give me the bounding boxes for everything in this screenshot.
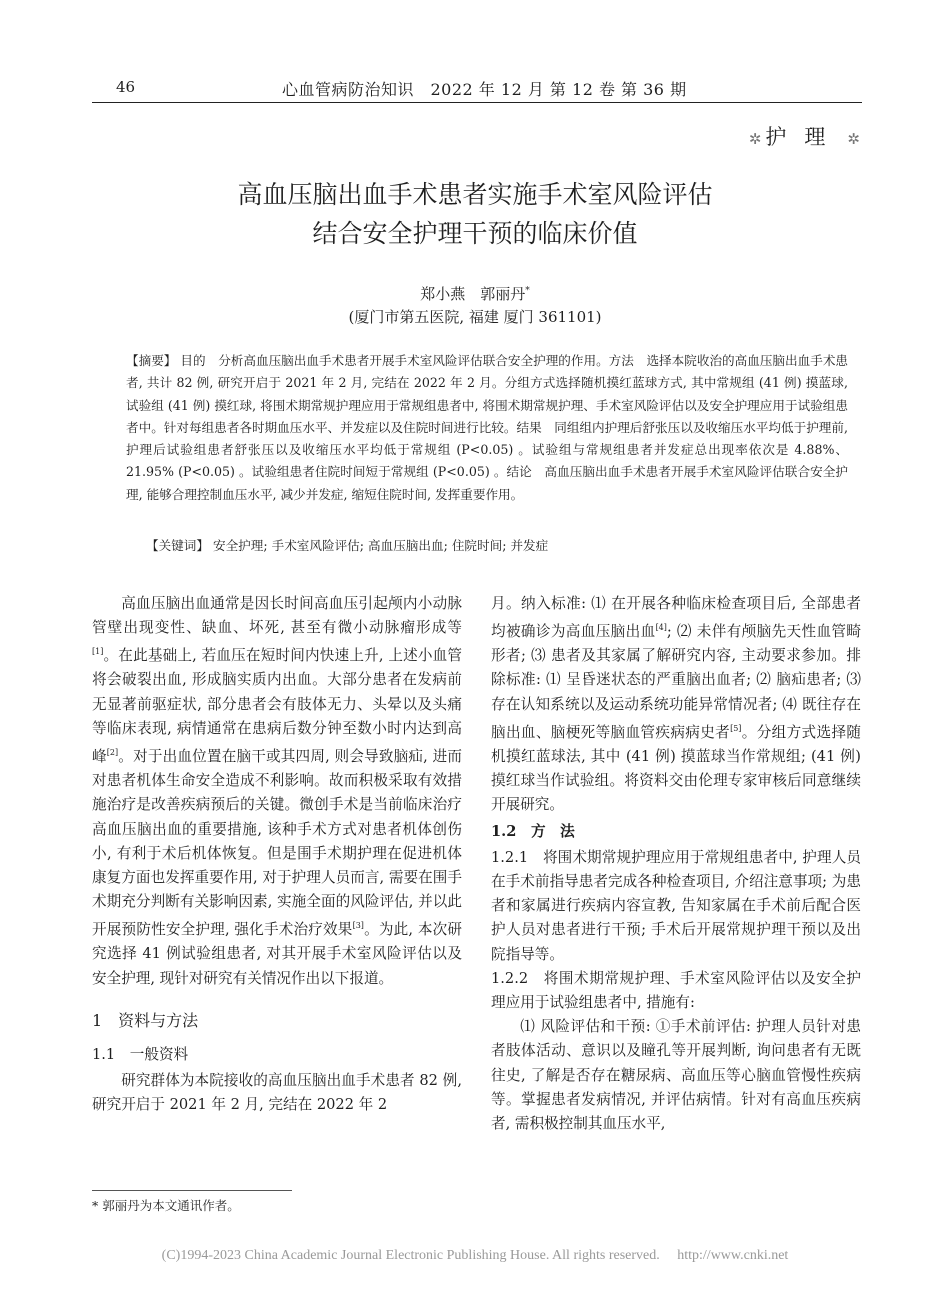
paragraph: 研究群体为本院接收的高血压脑出血手术患者 82 例, 研究开启于 2021 年 2 月, 完结在 2022 年 2 (92, 1072, 462, 1114)
abstract (126, 350, 848, 506)
authors (0, 283, 950, 304)
abstract-text: 目的 分析高血压脑出血手术患者开展手术室风险评估联合安全护理的作用。方法 选择本院收治的高血压脑出血手术患者, 共计 82 例, 研究开启于 2021 年 2 月, 完结在 2022 年 2 月。分组方式选择随机摸红蓝球方式, 其中常规组 (41 例) 摸蓝球, 试验组 (41 例) 摸红球, 将围术期常规护理应用于常规组患者中, 将围术期常规护理、手术室风险评估以及安全护理应用于试验组患者中。针对每组患者各时期血压水平、并发症以及住院时间进行比较。结果 同组组内护理后舒张压以及收缩压水平均低于护理前, 护理后试验组患者舒张压以及收缩压水平均低于常规组 (P<0.05) 。试验组与常规组患者并发症总出现率依次是 4.88%、21.95% (P<0.05) 。试验组患者住院时间短于常规组 (P<0.05) 。结论 高血压脑出血手术患者开展手术室风险评估联合安全护理, 能够合理控制血压水平, 减少并发症, 缩短住院时间, 发挥重要作用。 (126, 353, 849, 502)
heading-1-2: 1.2 方 法 (491, 822, 575, 840)
page-number: 46 (116, 78, 136, 96)
keywords (146, 536, 846, 556)
paragraph-1-2-2: 1.2.2 将围术期常规护理、手术室风险评估以及安全护理应用于试验组患者中, 措施有: (491, 969, 861, 1011)
keywords-text: 安全护理; 手术室风险评估; 高血压脑出血; 住院时间; 并发症 (212, 538, 549, 553)
keywords-label: 【关键词】 (146, 538, 209, 553)
footnote-rule (92, 1190, 292, 1191)
body-column-right (491, 592, 861, 1136)
section-label: 护理 (765, 125, 844, 149)
footnote: * 郭丽丹为本文通讯作者。 (92, 1198, 240, 1213)
author-names: 郑小燕 郭丽丹 (420, 285, 526, 303)
copyright-watermark: (C)1994-2023 China Academic Journal Electronic Publishing House. All rights reserved. http://www.cnki.net (161, 1248, 789, 1263)
affiliation: (厦门市第五医院, 福建 厦门 361101) (348, 308, 602, 326)
citation[interactable]: [4] (655, 623, 667, 633)
body-column-left (92, 592, 462, 1118)
header-rule (92, 102, 862, 103)
citation[interactable]: [2] (106, 748, 119, 758)
paragraph-1-2-1: 1.2.1 将围术期常规护理应用于常规组患者中, 护理人员在手术前指导患者完成各种检查项目, 介绍注意事项; 为患者和家属进行疾病内容宣教, 告知家属在手术前后配合医护人员对患者进行干预; 手术后开展常规护理干预以及出院指导等。 (491, 848, 861, 963)
citation[interactable]: [1] (92, 647, 104, 657)
star-right-icon: ✲ (847, 130, 860, 148)
star-left-icon: ✲ (748, 130, 762, 148)
citation[interactable]: [3] (352, 921, 364, 931)
corresponding-mark: * (525, 286, 530, 296)
intro-paragraph: 高血压脑出血通常是因长时间高血压引起颅内小动脉管壁出现变性、缺血、坏死, 甚至有微小动脉瘤形成等[1]。在此基础上, 若血压在短时间内快速上升, 上述小血管将会破裂出血, 形成脑实质内出血。大部分患者在发病前无显著前驱症状, 部分患者会有肢体无力、头晕以及头痛等临床表现, 病情通常在患病后数分钟至数小时内达到高峰[2]。对于出血位置在脑干或其四周, 则会导致脑疝, 进而对患者机体生命安全造成不利影响。故而积极采取有效措施治疗是改善疾病预后的关键。微创手术是当前临床治疗高血压脑出血的重要措施, 该种手术方式对患者机体创伤小, 有利于术后机体恢复。但是围手术期护理在促进机体康复方面也发挥重要作用, 对于护理人员而言, 需要在围手术期充分判断有关影响因素, 实施全面的风险评估, 并以此开展预防性安全护理, 强化手术治疗效果[3]。为此, 本次研究选择 41 例试验组患者, 对其开展手术室风险评估以及安全护理, 现针对研究有关情况作出以下报道。 (92, 595, 463, 987)
citation[interactable]: [5] (730, 723, 742, 733)
journal-header: 心血管病防治知识 2022 年 12 月 第 12 卷 第 36 期 (282, 80, 687, 99)
abstract-label: 【摘要】 (126, 353, 177, 368)
title-line-2: 结合安全护理干预的临床价值 (312, 219, 638, 248)
title-line-1: 高血压脑出血手术患者实施手术室风险评估 (237, 180, 713, 209)
heading-1: 1 资料与方法 (92, 1010, 199, 1030)
criteria-paragraph: 月。纳入标准: ⑴ 在开展各种临床检查项目后, 全部患者均被确诊为高血压脑出血[4]; ⑵ 未伴有颅脑先天性血管畸形者; ⑶ 患者及其家属了解研究内容, 主动要求参加。排除标准: ⑴ 呈昏迷状态的严重脑出血者; ⑵ 脑疝患者; ⑶ 存在认知系统以及运动系统功能异常情况者; ⑷ 既往存在脑出血、脑梗死等脑血管疾病病史者[5]。分组方式选择随机摸红蓝球法, 其中 (41 例) 摸蓝球当作常规组; (41 例) 摸红球当作试验组。将资料交由伦理专家审核后同意继续开展研究。 (491, 595, 861, 814)
heading-1-1: 1.1 一般资料 (92, 1046, 189, 1064)
section-tag (745, 121, 864, 151)
paragraph-risk: ⑴ 风险评估和干预: ①手术前评估: 护理人员针对患者肢体活动、意识以及瞳孔等开展判断, 询问患者有无既往史, 了解是否存在糖尿病、高血压等心脑血管慢性疾病等。掌握患者发病情况, 并评估病情。针对有高血压疾病者, 需积极控制其血压水平, (491, 1018, 861, 1132)
